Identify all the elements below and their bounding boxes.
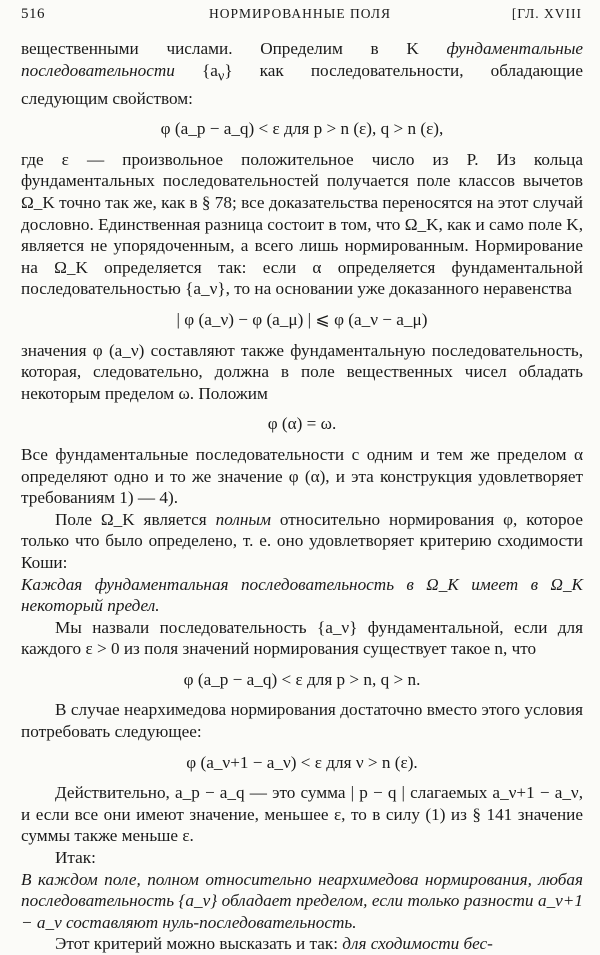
paragraph-9: Действительно, a_p − a_q — это сумма | p − q | слагаемых a_ν+1 − a_ν, и если все они имеют значение, меньшее ε, то в силу (1) из § 141 значение суммы также меньше ε. [21, 783, 583, 846]
paragraph-5: Поле Ω_K является полным относительно нормирования φ, которое только что было определено, т. е. оно удовлетворяет критерию сходимости Коши: [21, 509, 583, 572]
paragraph-3: значения φ (a_ν) составляют также фундаментальную последовательность, которая, следовательно, должна в поле вещественных чисел обладать некоторым пределом ω. Положим [21, 340, 583, 403]
chapter-label: [ГЛ. XVIII [511, 6, 582, 21]
paragraph-8: В случае неархимедова нормирования достаточно вместо этого условия потребовать следующее: [21, 700, 583, 742]
formula-3: φ (α) = ω. [267, 414, 337, 434]
paragraph-2: где ε — произвольное положительное число из P. Из кольца фундаментальных последовательностей получается поле классов вычетов Ω_K точно так же, как в § 78; все доказательства переносятся на этот случай дословно. Единственная разница состоит в том, что Ω_K, как и само поле K, является не упорядоченным, а всего лишь нормированным. Нормирование на Ω_K определяется так: если α определяется фундаментальной последовательностью {a_ν}, то на основании уже доказанного неравенства [21, 149, 583, 299]
paragraph-7: Мы назвали последовательность {a_ν} фундаментальной, если для каждого ε > 0 из поля значений нормирования существует такое n, что [21, 617, 583, 659]
page-body [21, 38, 583, 955]
formula-4: φ (a_p − a_q) < ε для p > n, q > n. [183, 669, 421, 689]
theorem-nonarchimedean: В каждом поле, полном относительно неархимедова нормирования, любая последовательность {a_ν} обладает пределом, если только разности a_ν+1 − a_ν составляют нуль-последовательность. [21, 869, 583, 932]
theorem-cauchy: Каждая фундаментальная последовательность в Ω_K имеет в Ω_K некоторый предел. [21, 574, 583, 616]
formula-1: φ (a_p − a_q) < ε для p > n (ε), q > n (ε), [160, 119, 444, 139]
formula-2: | φ (a_ν) − φ (a_μ) | ⩽ φ (a_ν − a_μ) [176, 309, 428, 329]
page-number: 516 [21, 6, 45, 22]
paragraph-10: Итак: [55, 848, 96, 868]
formula-5: φ (a_ν+1 − a_ν) < ε для ν > n (ε). [186, 752, 418, 772]
paragraph-1: вещественными числами. Определим в K фундаментальные последовательности $\{a_\nu\}$ как последовательности, обладающие следующим свойством: [21, 39, 583, 108]
paragraph-12: Этот критерий можно высказать и так: для сходимости бес- [55, 934, 493, 954]
paragraph-4: Все фундаментальные последовательности с одним и тем же пределом α определяют одно и то же значение φ (α), и эта конструкция удовлетворяет требованиям 1) — 4). [21, 444, 583, 508]
running-title: НОРМИРОВАННЫЕ ПОЛЯ [209, 6, 391, 21]
running-header [0, 6, 600, 28]
